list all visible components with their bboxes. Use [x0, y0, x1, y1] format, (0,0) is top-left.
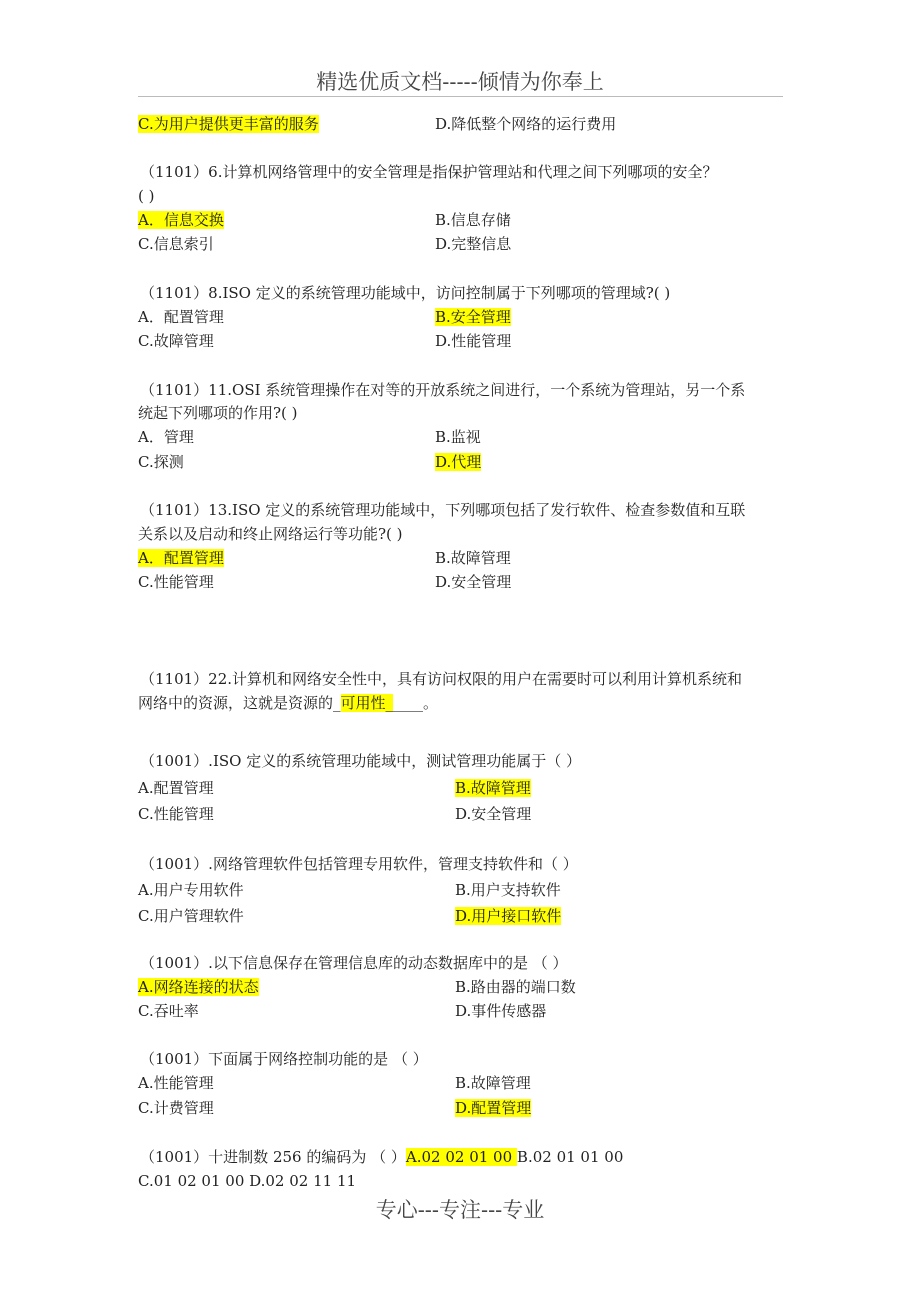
question-text: （1101）13.ISO 定义的系统管理功能域中，下列哪项包括了发行软件、检查参数值和互联 — [140, 501, 746, 519]
answer-highlight: A．配置管理 — [138, 549, 224, 567]
answer-highlight: D.配置管理 — [455, 1099, 532, 1117]
option-c: C.性能管理 — [138, 805, 214, 823]
question-blank: ( ) — [138, 187, 155, 205]
answer-highlight: D.用户接口软件 — [455, 907, 562, 925]
option-b: B.监视 — [435, 428, 481, 446]
question-text-cont: 关系以及启动和终止网络运行等功能?( ) — [138, 525, 403, 543]
option-d: D.降低整个网络的运行费用 — [435, 115, 617, 133]
answer-highlight: B.故障管理 — [455, 779, 531, 797]
page-header: 精选优质文档-----倾情为你奉上 — [316, 70, 604, 94]
option-d: D.完整信息 — [435, 235, 512, 253]
question-text: （1101）22.计算机和网络安全性中，具有访问权限的用户在需要时可以利用计算机系统和 — [140, 670, 743, 688]
question-text-cont: 统起下列哪项的作用?( ) — [138, 404, 298, 422]
answer-highlight: A．信息交换 — [138, 211, 224, 229]
option-b: B.信息存储 — [435, 211, 511, 229]
answer-highlight: 可用性_ — [340, 694, 394, 712]
question-text: （1001）十进制数 256 的编码为 （ ）A.02 02 01 00 B.02 01 01 00 — [140, 1148, 624, 1166]
option-c: C.探测 — [138, 453, 184, 471]
option-d — [435, 452, 481, 472]
question-text: （1101）11.OSI 系统管理操作在对等的开放系统之间进行，一个系统为管理站，另一个系 — [140, 381, 746, 399]
option-a: A．配置管理 — [138, 308, 224, 326]
option-c: C.用户管理软件 — [138, 907, 244, 925]
question-text: （1001）下面属于网络控制功能的是 （ ） — [140, 1050, 428, 1068]
option-d — [455, 1098, 531, 1118]
option-a: A．管理 — [138, 428, 194, 446]
option-c: C.吞吐率 — [138, 1002, 199, 1020]
question-text: （1101）6.计算机网络管理中的安全管理是指保护管理站和代理之间下列哪项的安全？ — [140, 163, 718, 181]
option-b — [435, 307, 511, 327]
option-a: A.性能管理 — [138, 1074, 214, 1092]
option-b: B.用户支持软件 — [455, 881, 561, 899]
option-c: C.性能管理 — [138, 573, 214, 591]
answer-highlight: C.为用户提供更丰富的服务 — [138, 115, 319, 133]
header-divider — [138, 96, 783, 97]
option-b: B.故障管理 — [455, 1074, 531, 1092]
option-c: C.故障管理 — [138, 332, 214, 350]
option-d: D.安全管理 — [455, 805, 532, 823]
option-b: B.故障管理 — [435, 549, 511, 567]
option-d: D.事件传感器 — [455, 1002, 547, 1020]
option-d: D.安全管理 — [435, 573, 512, 591]
page-footer: 专心---专注---专业 — [375, 1198, 545, 1222]
option-c — [138, 114, 319, 134]
question-text: （1001）.网络管理软件包括管理专用软件，管理支持软件和（ ） — [140, 855, 578, 873]
option-b — [455, 778, 531, 798]
question-text: （1101）8.ISO 定义的系统管理功能域中，访问控制属于下列哪项的管理域?( ) — [140, 284, 671, 302]
option-d — [455, 906, 561, 926]
answer-highlight: B.安全管理 — [435, 308, 511, 326]
options-line: C.01 02 01 00 D.02 02 11 11 — [138, 1172, 357, 1190]
option-a — [138, 210, 224, 230]
option-c: C.计费管理 — [138, 1099, 214, 1117]
option-a: A.配置管理 — [138, 779, 214, 797]
option-a: A.用户专用软件 — [138, 881, 244, 899]
option-c: C.信息索引 — [138, 235, 214, 253]
option-a — [138, 548, 224, 568]
option-a — [138, 977, 259, 997]
option-d: D.性能管理 — [435, 332, 512, 350]
question-text-cont: 网络中的资源，这就是资源的_可用性_____。 — [138, 694, 439, 712]
option-b: B.路由器的端口数 — [455, 978, 576, 996]
answer-highlight: D.代理 — [435, 453, 482, 471]
question-text: （1001）.以下信息保存在管理信息库的动态数据库中的是 （ ） — [140, 954, 568, 972]
answer-highlight: A.02 02 01 00 — [405, 1148, 517, 1166]
answer-highlight: A.网络连接的状态 — [138, 978, 259, 996]
question-text: （1001）.ISO 定义的系统管理功能域中，测试管理功能属于（ ） — [140, 752, 581, 770]
